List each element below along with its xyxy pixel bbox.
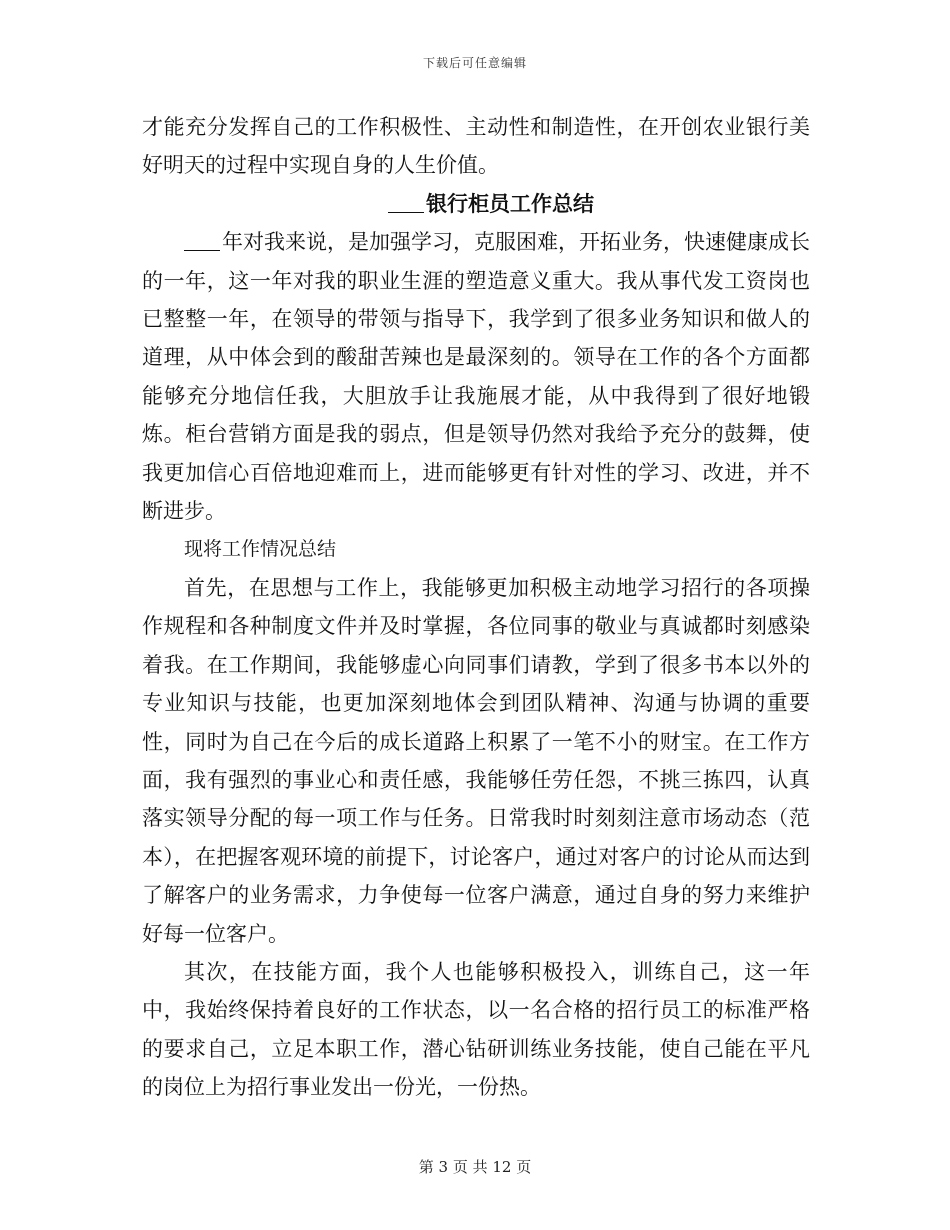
paragraph-3: 其次，在技能方面，我个人也能够积极投入，训练自己，这一年中，我始终保持着良好的工作状态，以一名合格的招行员工的标准严格的要求自己，立足本职工作，潜心钻研训练业务技能，使自己能在平凡的岗位上为招行事业发出一份光，一份热。 [142,959,810,1100]
intro-paragraph: 才能充分发挥自己的工作积极性、主动性和制造性，在开创农业银行美好明天的过程中实现自身的人生价值。 [142,115,810,178]
paragraph-2: 首先，在思想与工作上，我能够更加积极主动地学习招行的各项操作规程和各种制度文件并及时掌握，各位同事的敬业与真诚都时刻感染着我。在工作期间，我能够虚心向同事们请教，学到了很多书本以外的专业知识与技能，也更加深刻地体会到团队精神、沟通与协调的重要性，同时为自己在今后的成长道路上积累了一笔不小的财宝。在工作方面，我有强烈的事业心和责任感，我能够任劳任怨，不挑三拣四，认真落实领导分配的每一项工作与任务。日常我时时刻刻注意市场动态（范本），在把握客观环境的前提下，讨论客户，通过对客户的讨论从而达到了解客户的业务需求，力争使每一位客户满意，通过自身的努力来维护好每一位客户。 [142,575,810,946]
title-blank-line [388,191,424,213]
page-indicator: 第 3 页 共 12 页 [418,1158,532,1176]
document-title-text: 银行柜员工作总结 [426,190,594,216]
document-body [142,108,810,1107]
header-note: 下载后可任意编辑 [422,56,527,70]
paragraph-1-text: 年对我来说，是加强学习，克服困难，开拓业务，快速健康成长的一年，这一年对我的职业生涯的塑造意义重大。我从事代发工资岗也已整整一年，在领导的带领与指导下，我学到了很多业务知识和做人的道理，从中体会到的酸甜苦辣也是最深刻的。领导在工作的各个方面都能够充分地信任我，大胆放手让我施展才能，从中我得到了很好地锻炼。柜台营销方面是我的弱点，但是领导仍然对我给予充分的鼓舞，使我更加信心百倍地迎难而上，进而能够更有针对性的学习、改进，并不断进步。 [142,230,810,524]
paragraph-1 [142,223,810,530]
document-title [142,185,810,223]
year-blank-line [184,229,220,251]
subheading: 现将工作情况总结 [184,538,337,561]
